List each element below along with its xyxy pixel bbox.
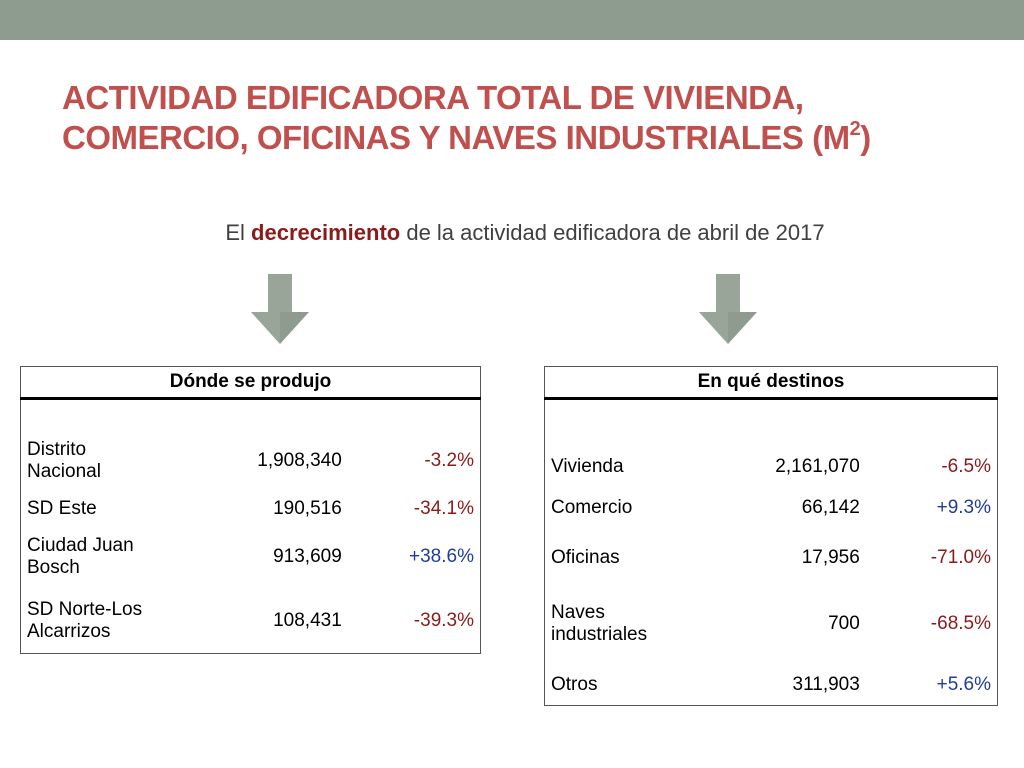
table-row xyxy=(545,533,998,583)
row-change: +9.3% xyxy=(936,497,991,518)
table-header-row xyxy=(21,367,481,399)
title-close: ) xyxy=(860,119,871,156)
row-label: Naves industriales xyxy=(551,602,648,645)
table-header: Dónde se produjo xyxy=(21,367,481,399)
row-change: +5.6% xyxy=(936,673,991,695)
spacer-row xyxy=(545,399,998,452)
table-where xyxy=(20,366,481,654)
table-row xyxy=(545,665,998,705)
subtitle-pre: El xyxy=(225,220,252,245)
row-value: 66,142 xyxy=(801,497,860,518)
subtitle-post: de la actividad edificadora de abril de 2017 xyxy=(400,220,825,245)
row-label: SD Este xyxy=(27,498,97,519)
row-label: Comercio xyxy=(551,497,633,518)
row-change: +38.6% xyxy=(409,546,474,567)
row-label: Otros xyxy=(551,673,598,695)
row-label: Vivienda xyxy=(551,456,624,477)
title-text: ACTIVIDAD EDIFICADORA TOTAL DE VIVIENDA, COMERCIO, OFICINAS Y NAVES INDUSTRIALES (M xyxy=(62,79,850,156)
table-row xyxy=(545,583,998,665)
row-label: Oficinas xyxy=(551,547,620,568)
table-header: En qué destinos xyxy=(545,367,998,399)
row-change: -34.1% xyxy=(413,498,474,519)
subtitle xyxy=(0,220,1024,246)
row-change: -3.2% xyxy=(424,450,474,471)
row-label: Ciudad Juan Bosch xyxy=(27,535,134,578)
row-change: -71.0% xyxy=(930,547,991,568)
top-bar xyxy=(0,0,1024,40)
row-value: 1,908,340 xyxy=(257,450,342,471)
row-change: -68.5% xyxy=(930,613,991,634)
arrow-down-icon xyxy=(251,274,309,344)
table-row xyxy=(21,589,481,653)
row-value: 190,516 xyxy=(273,498,342,519)
row-value: 17,956 xyxy=(801,547,860,568)
row-value: 108,431 xyxy=(273,609,342,631)
row-label: Distrito Nacional xyxy=(27,439,101,482)
table-row xyxy=(545,451,998,483)
subtitle-highlight: decrecimiento xyxy=(251,220,401,245)
row-label: SD Norte-Los Alcarrizos xyxy=(27,598,143,642)
row-change: -39.3% xyxy=(413,609,474,631)
row-value: 700 xyxy=(828,613,860,634)
row-value: 2,161,070 xyxy=(775,456,860,477)
row-change: -6.5% xyxy=(941,456,991,477)
table-row xyxy=(21,493,481,525)
table-row xyxy=(21,525,481,589)
slide-title xyxy=(62,78,982,158)
table-header-row xyxy=(545,367,998,399)
table-row xyxy=(545,483,998,533)
row-value: 311,903 xyxy=(792,673,860,695)
spacer-row xyxy=(21,399,481,430)
arrow-down-icon xyxy=(699,274,757,344)
table-row xyxy=(21,429,481,493)
row-value: 913,609 xyxy=(273,546,342,567)
table-destinations xyxy=(544,366,998,706)
title-superscript: 2 xyxy=(849,118,861,140)
